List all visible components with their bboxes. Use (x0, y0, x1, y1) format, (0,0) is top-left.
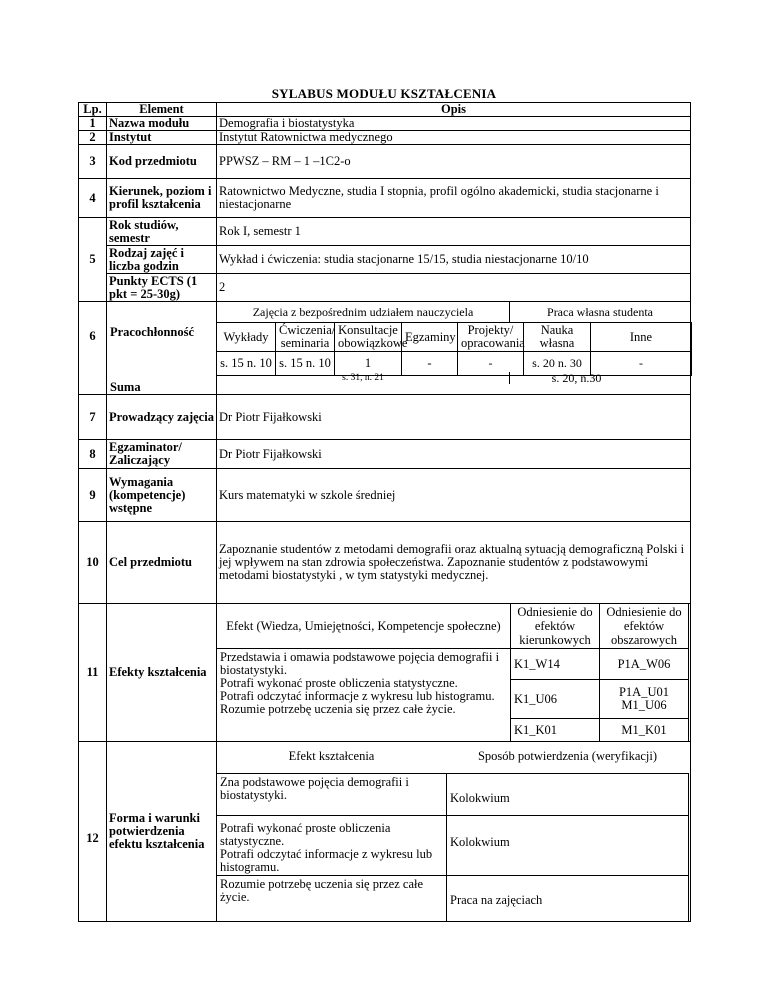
workload-sum2: s. 20, n.30 (551, 371, 602, 385)
workload-row (79, 302, 691, 395)
workload-group1: Zajęcia z bezpośrednim udziałem nauczyciela (217, 302, 510, 322)
effects-h3: Odniesienie do efektów obszarowych (600, 604, 689, 649)
val-cwiczenia: s. 15 n. 10 (276, 352, 335, 376)
col-konsultacje: Konsultacje obowiązkowe (335, 323, 402, 352)
verification-label: Forma i warunki potwierdzenia efektu kształcenia (107, 742, 217, 922)
val-egzaminy: - (402, 352, 458, 376)
verification-effect-3: Rozumie potrzebę uczenia się przez całe życie. (217, 875, 447, 921)
verification-effect-1: Zna podstawowe pojęcia demografii i biostatystyki. (217, 773, 447, 815)
col-egzaminy: Egzaminy (402, 323, 458, 352)
col-cwiczenia: Ćwiczenia/ seminaria (276, 323, 335, 352)
col-projekty: Projekty/ opracowania (458, 323, 524, 352)
effects-text: Przedstawia i omawia podstawowe pojęcia demografii i biostatystyki. Potrafi wykonać proste obliczenia statystyczne. Potrafi odczytać informacje z wykresu lub histogramu. Rozumie potrzebę uczenia się przez całe życie. (217, 649, 511, 742)
col-wyklady: Wykłady (217, 323, 276, 352)
workload-group2: Praca własna studenta (547, 305, 653, 319)
table-row: 5 Rok studiów, semestr Rok I, semestr 1 (79, 218, 691, 246)
val-wyklady: s. 15 n. 10 (217, 352, 276, 376)
col-inne: Inne (591, 323, 692, 352)
table-row: 3 Kod przedmiotu PPWSZ – RM – 1 –1C2-o (79, 145, 691, 179)
table-row: 2 Instytut Instytut Ratownictwa medycznego (79, 131, 691, 145)
effects-row (79, 604, 691, 742)
verification-method-3: Praca na zajęciach (447, 875, 689, 921)
verification-h1: Efekt kształcenia (217, 741, 447, 773)
verification-h2: Sposób potwierdzenia (weryfikacji) (447, 741, 689, 773)
verification-effect-2: Potrafi wykonać proste obliczenia statystyczne. Potrafi odczytać informacje z wykresu lub histogramu. (217, 815, 447, 875)
val-projekty: - (458, 352, 524, 376)
table-row: 1 Nazwa modułu Demografia i biostatystyka (79, 117, 691, 131)
workload-label: Pracochłonność (110, 325, 195, 339)
verification-lp: 12 (79, 742, 107, 922)
effect-o2: P1A_U01 M1_U06 (600, 680, 688, 719)
val-konsultacje: 1 (335, 352, 402, 376)
effect-o3: M1_K01 (621, 723, 667, 737)
header-row (79, 103, 691, 117)
table-row: 8 Egzaminator/ Zaliczający Dr Piotr Fijałkowski (79, 440, 691, 469)
header-lp: Lp. (79, 103, 107, 117)
workload-lp: 6 (79, 302, 107, 395)
verification-method-1: Kolokwium (447, 773, 689, 815)
val-nauka: s. 20 n. 30 (524, 352, 591, 376)
workload-inner-table (216, 322, 692, 376)
workload-grid (217, 302, 690, 394)
workload-sum1: s. 31, n. 21 (217, 372, 510, 384)
table-row: 4 Kierunek, poziom i profil kształcenia Ratownictwo Medyczne, studia I stopnia, profil ogólno akademicki, studia stacjonarne i niestacjonarne (79, 179, 691, 218)
effects-table (216, 603, 689, 742)
effects-h1: Efekt (Wiedza, Umiejętności, Kompetencje społeczne) (217, 604, 511, 649)
table-row: Punkty ECTS (1 pkt = 25-30g) 2 (79, 274, 691, 302)
effects-lp: 11 (79, 604, 107, 742)
table-row: 9 Wymagania (kompetencje) wstępne Kurs matematyki w szkole średniej (79, 469, 691, 522)
verification-table (216, 741, 689, 922)
effect-k3: K1_K01 (514, 723, 558, 737)
table-row: Rodzaj zajęć i liczba godzin Wykład i ćwiczenia: studia stacjonarne 15/15, studia niestacjonarne 10/10 (79, 246, 691, 274)
verification-method-2: Kolokwium (447, 815, 689, 875)
table-row: 10 Cel przedmiotu Zapoznanie studentów z metodami demografii oraz aktualną sytuacją demograficzną Polski i jej wpływem na stan zdrowia społeczeństwa. Zapoznanie studentów z podstawowymi metodami biostatystyki , w tym statystyki medycznej. (79, 522, 691, 604)
document-title: SYLABUS MODUŁU KSZTAŁCENIA (271, 86, 497, 101)
effect-k2: K1_U06 (511, 680, 599, 719)
effects-h2: Odniesienie do efektów kierunkowych (511, 604, 600, 649)
header-element: Element (107, 103, 217, 117)
val-inne: - (591, 352, 692, 376)
header-opis: Opis (217, 103, 691, 117)
effect-k1: K1_W14 (511, 649, 599, 680)
table-row: 7 Prowadzący zajęcia Dr Piotr Fijałkowski (79, 395, 691, 440)
verification-row (79, 742, 691, 922)
workload-sum-label: Suma (110, 380, 141, 394)
workload-label-cell (107, 302, 217, 395)
col-nauka: Nauka własna (524, 323, 591, 352)
syllabus-table (78, 102, 691, 922)
effects-label: Efekty kształcenia (107, 604, 217, 742)
effect-o1: P1A_W06 (600, 649, 688, 680)
